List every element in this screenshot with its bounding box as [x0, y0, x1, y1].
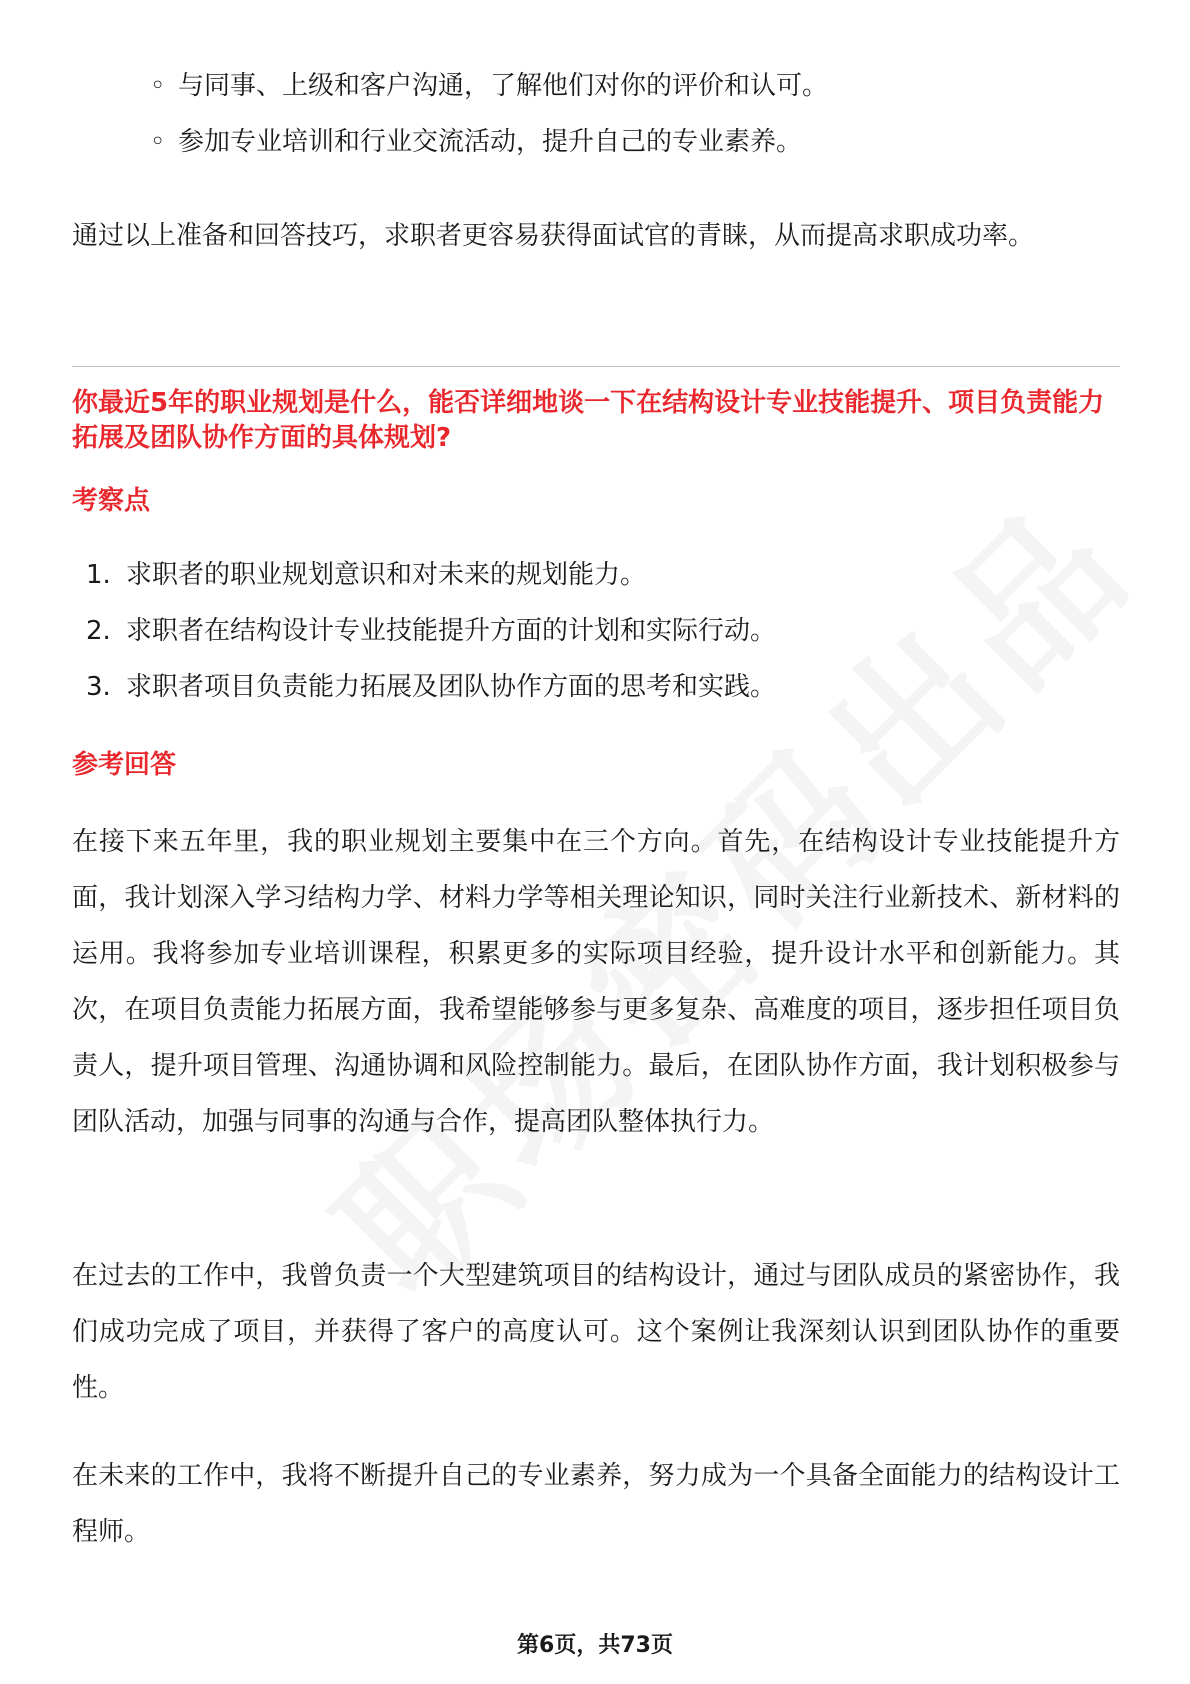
answer-paragraph-3: 在未来的工作中，我将不断提升自己的专业素养，努力成为一个具备全面能力的结构设计工程师。 [72, 1461, 1120, 1547]
item-text: 求职者项目负责能力拓展及团队协作方面的思考和实践。 [126, 672, 777, 702]
bullet-item [150, 58, 1110, 114]
list-item [86, 659, 1116, 715]
list-item [86, 547, 1116, 603]
item-number: 1. [86, 560, 111, 590]
bullet-text: 与同事、上级和客户沟通，了解他们对你的评价和认可。 [178, 71, 829, 101]
item-text: 求职者在结构设计专业技能提升方面的计划和实际行动。 [126, 616, 777, 646]
list-item [86, 603, 1116, 659]
item-number: 3. [86, 672, 111, 702]
intro-paragraph: 通过以上准备和回答技巧，求职者更容易获得面试官的青睐，从而提高求职成功率。 [72, 221, 1035, 251]
bullet-text: 参加专业培训和行业交流活动，提升自己的专业素养。 [178, 127, 803, 157]
answer-paragraph-1: 在接下来五年里，我的职业规划主要集中在三个方向。首先，在结构设计专业技能提升方面，我计划深入学习结构力学、材料力学等相关理论知识，同时关注行业新技术、新材料的运用。我将参加专业培训课程，积累更多的实际项目经验，提升设计水平和创新能力。其次，在项目负责能力拓展方面，我希望能够参与更多复杂、高难度的项目，逐步担任项目负责人，提升项目管理、沟通协调和风险控制能力。最后，在团队协作方面，我计划积极参与团队活动，加强与同事的沟通与合作，提高团队整体执行力。 [72, 827, 1120, 1137]
section-divider [72, 366, 1120, 367]
question-heading: 你最近5年的职业规划是什么，能否详细地谈一下在结构设计专业技能提升、项目负责能力拓展及团队协作方面的具体规划? [72, 388, 1105, 453]
item-text: 求职者的职业规划意识和对未来的规划能力。 [126, 560, 647, 590]
item-number: 2. [86, 616, 111, 646]
page-footer: 第6页，共73页 [517, 1633, 673, 1658]
bullet-mark: ◦ [150, 71, 166, 101]
exam-points-heading: 考察点 [72, 486, 151, 516]
reference-answer-heading: 参考回答 [72, 750, 177, 780]
bullet-mark: ◦ [150, 127, 166, 157]
answer-paragraph-2: 在过去的工作中，我曾负责一个大型建筑项目的结构设计，通过与团队成员的紧密协作，我们成功完成了项目，并获得了客户的高度认可。这个案例让我深刻认识到团队协作的重要性。 [72, 1261, 1120, 1403]
bullet-list [150, 58, 1110, 170]
exam-points-list [86, 547, 1116, 715]
bullet-item [150, 114, 1110, 170]
